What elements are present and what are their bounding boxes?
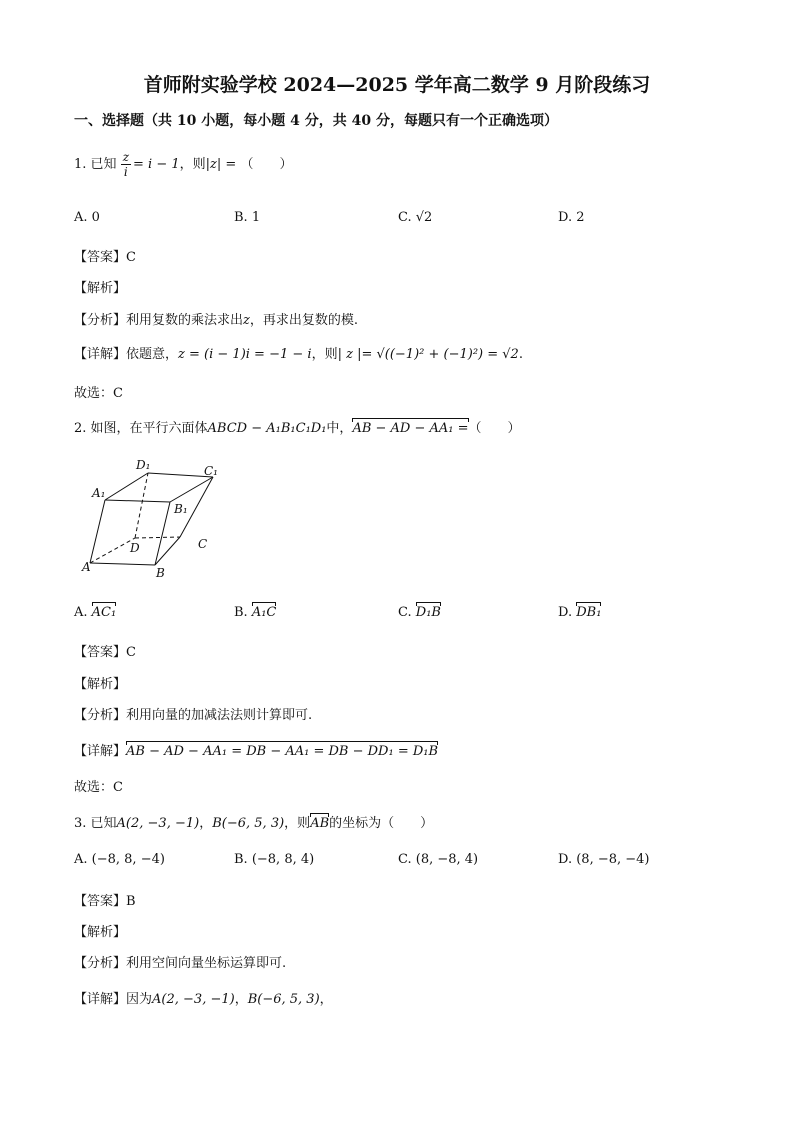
label-b: B [156, 566, 165, 580]
q1-choice-line [74, 382, 123, 401]
q1-answer-line [74, 246, 136, 265]
q3-text: 3. 已知 [74, 816, 117, 831]
q2-answer: C [126, 645, 136, 660]
guxuan-label: 故选： [74, 780, 114, 795]
q3-answer: B [126, 894, 136, 909]
q1-number: 1. 已知 [74, 157, 117, 172]
q3-detail-b: B(−6, 5, 3) [247, 992, 320, 1007]
q2-option-a: A. AC₁ [74, 605, 117, 620]
q3-analysis-label: 【解析】 [74, 925, 127, 940]
q1-detail-eq1: z = (i − 1)i = −1 − i [178, 347, 312, 362]
q1-fenxi-line [74, 309, 358, 328]
q2-fenxi-text: 利用向量的加减法法则计算即可. [126, 708, 313, 723]
edge-a1b1 [105, 500, 170, 502]
q3-point-b: B(−6, 5, 3) [212, 816, 285, 831]
q1-option-b: B. 1 [234, 210, 261, 225]
question-3: 3. 已知A(2, −3, −1)，B(−6, 5, 3)，则AB的坐标为（ ） [74, 816, 434, 831]
q1-equation: = i − 1 [133, 157, 180, 172]
answer-label: 【答案】 [74, 894, 127, 909]
q2-option-b-vector: A₁C [251, 605, 277, 620]
q2-option-b: B. A₁C [234, 605, 277, 620]
fenxi-label: 【分析】 [74, 956, 127, 971]
q3-detail-a: A(2, −3, −1) [152, 992, 235, 1007]
q1-option-a: A. 0 [74, 210, 100, 225]
q2-option-d-vector: DB₁ [576, 605, 602, 620]
q3-tail: 的坐标为（ ） [329, 816, 434, 831]
q3-option-c: C. (8, −8, 4) [398, 852, 479, 867]
page-title: 首师附实验学校 2024—2025 学年高二数学 9 月阶段练习 [143, 74, 651, 96]
q3-detail-pre: 因为 [126, 992, 153, 1007]
xiangjie-label: 【详解】 [74, 992, 127, 1007]
q1-paren: （ ） [240, 157, 293, 172]
q3-option-a: A. (−8, 8, −4) [74, 852, 165, 867]
fenxi-label: 【分析】 [74, 708, 127, 723]
q2-option-c-vector: D₁B [415, 605, 441, 620]
edge-ab [90, 563, 155, 565]
q3-detail-line: 【详解】因为A(2, −3, −1)，B(−6, 5, 3)， [74, 992, 333, 1007]
q2-solid: ABCD − A₁B₁C₁D₁ [207, 421, 327, 436]
label-a1: A₁ [92, 486, 106, 500]
edge-aa1 [90, 500, 105, 563]
fenxi-label: 【分析】 [74, 313, 127, 328]
label-d: D [130, 541, 140, 555]
q1-detail-pre: 依题意， [126, 347, 179, 362]
q1-detail-end: . [518, 347, 523, 362]
question-1 [74, 150, 292, 179]
label-c1: C₁ [204, 464, 218, 478]
q2-choice: C [113, 780, 123, 795]
q3-option-b: B. (−8, 8, 4) [234, 852, 315, 867]
q1-option-d: D. 2 [558, 210, 585, 225]
q2-paren: （ ） [468, 421, 521, 436]
q1-detail-mid: ，则 [311, 347, 338, 362]
edge-ad-hidden [90, 538, 135, 563]
label-a: A [82, 560, 91, 574]
parallelepiped-figure [80, 455, 230, 580]
q2-mid: 中， [326, 421, 353, 436]
q1-answer: C [126, 250, 136, 265]
q2-text: 2. 如图，在平行六面体 [74, 421, 208, 436]
label-b1: B₁ [174, 502, 188, 516]
section-heading: 一、选择题（共 10 小题，每小题 4 分，共 40 分，每题只有一个正确选项） [74, 113, 558, 129]
q1-analysis-label: 【解析】 [74, 281, 127, 296]
q2-choice-line [74, 776, 123, 795]
xiangjie-label: 【详解】 [74, 347, 127, 362]
q1-detail-eq2: | z |= √((−1)² + (−1)²) = √2 [337, 347, 519, 362]
q3-answer-line [74, 890, 136, 909]
q1-fenxi-tail: ，再求出复数的模. [249, 313, 359, 328]
q1-abs: |z| = [205, 157, 237, 172]
answer-label: 【答案】 [74, 250, 127, 265]
edge-a1d1 [105, 473, 148, 500]
q1-choice: C [113, 386, 123, 401]
q2-analysis-label: 【解析】 [74, 677, 127, 692]
q2-option-a-vector: AC₁ [91, 605, 117, 620]
q1-fenxi-text: 利用复数的乘法求出 [126, 313, 244, 328]
q2-answer-line [74, 641, 136, 660]
q3-point-a: A(2, −3, −1) [116, 816, 200, 831]
q1-detail-line [74, 343, 523, 362]
q1-mid: ，则 [179, 157, 206, 172]
q2-option-c: C. D₁B [398, 605, 441, 620]
q3-fenxi-line [74, 952, 286, 971]
q3-fenxi-text: 利用空间向量坐标运算即可. [126, 956, 287, 971]
q2-option-d: D. DB₁ [558, 605, 602, 620]
q1-fraction: $\frac{z}{i}$ [122, 150, 130, 179]
q2-expression: AB − AD − AA₁ = [352, 421, 469, 436]
guxuan-label: 故选： [74, 386, 114, 401]
question-2 [74, 417, 521, 436]
edge-dd1-hidden [135, 473, 148, 538]
edge-dc-hidden [135, 537, 180, 538]
answer-label: 【答案】 [74, 645, 127, 660]
q3-option-d: D. (8, −8, −4) [558, 852, 650, 867]
q1-fenxi-var: z [243, 313, 250, 328]
q2-detail: AB − AD − AA₁ = DB − AA₁ = DB − DD₁ = D₁B [126, 744, 439, 759]
xiangjie-label: 【详解】 [74, 744, 127, 759]
edge-bb1 [155, 502, 170, 565]
label-c: C [198, 537, 208, 551]
q2-fenxi-line [74, 704, 312, 723]
q2-detail-line [74, 740, 438, 759]
label-d1: D₁ [136, 458, 151, 472]
q1-option-c: C. √2 [398, 210, 433, 225]
q3-vector: AB [310, 816, 330, 831]
